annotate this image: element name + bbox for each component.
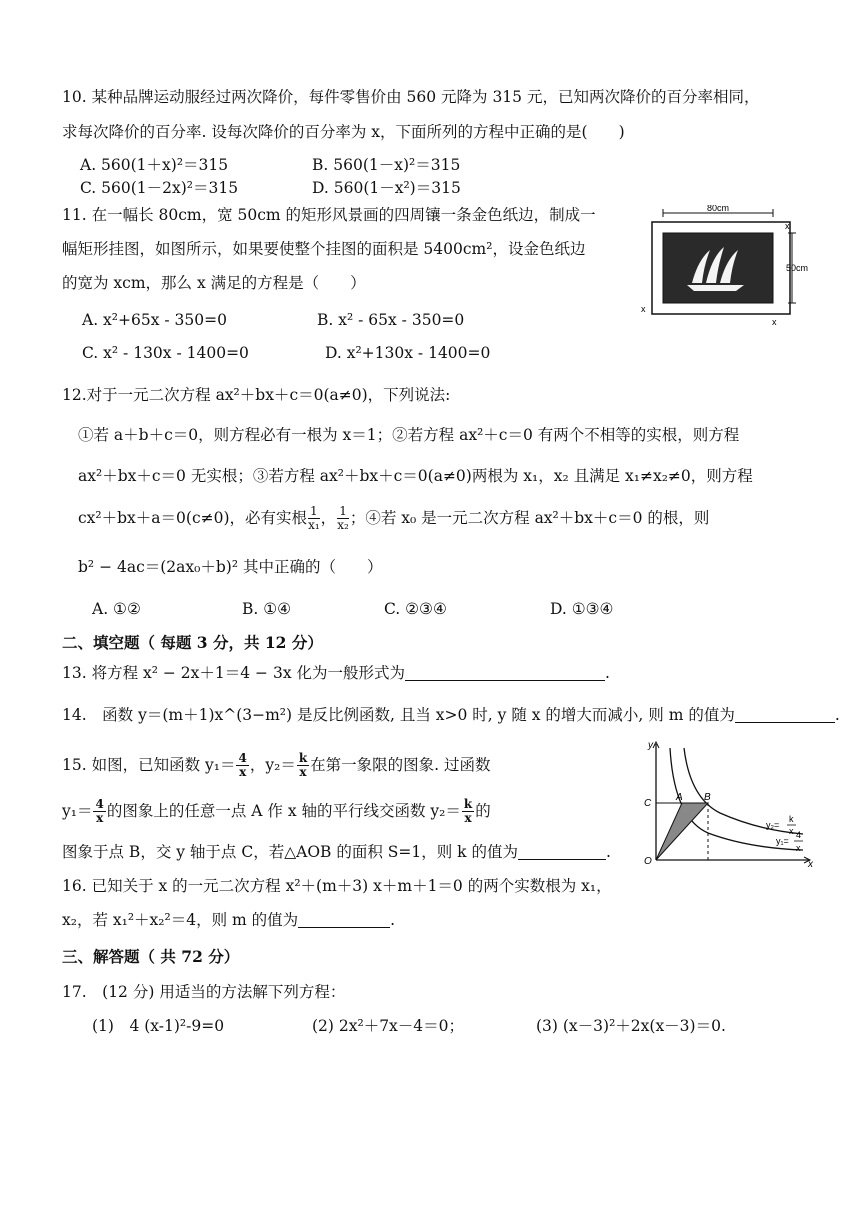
q15-line2 bbox=[62, 798, 491, 824]
axis-y-label: y bbox=[648, 740, 653, 751]
q12-s3-separator: ， bbox=[320, 508, 337, 527]
q16-line1: 16. 已知关于 x 的一元二次方程 x²＋(m＋3) x＋m＋1＝0 的两个实数根为 x₁， bbox=[62, 877, 612, 895]
q15-l2a: y₁＝ bbox=[62, 801, 93, 820]
point-c-label: C bbox=[644, 798, 652, 809]
q15-hyperbola-figure bbox=[638, 738, 816, 868]
q15-line3 bbox=[62, 843, 611, 862]
point-b-label: B bbox=[704, 792, 711, 803]
q12-option-a[interactable]: A. ①② bbox=[92, 600, 141, 618]
x-label-left: x bbox=[641, 304, 646, 314]
fraction-4-over-x-2: $\frac{4}{x}$ bbox=[95, 797, 104, 825]
q10-option-a[interactable]: A. 560(1＋x)²＝315 bbox=[80, 156, 229, 174]
y1-label: y₁= bbox=[776, 836, 789, 846]
width-label: 80cm bbox=[706, 205, 730, 213]
q12-option-d[interactable]: D. ①③④ bbox=[550, 600, 614, 618]
y1-num: 4 bbox=[796, 830, 802, 840]
q11-line3: 的宽为 xcm，那么 x 满足的方程是（ ） bbox=[62, 274, 366, 292]
height-label: 50cm bbox=[786, 263, 809, 273]
q11-option-b[interactable]: B. x² - 65x - 350=0 bbox=[317, 311, 465, 329]
q17-title: 17. (12 分) 用适当的方法解下列方程： bbox=[62, 983, 346, 1001]
q15-l2b: 的图象上的任意一点 A 作 x 轴的平行线交函数 y₂＝ bbox=[106, 801, 461, 820]
x-label-top: x bbox=[785, 221, 790, 231]
y2-num: k bbox=[789, 814, 794, 824]
q12-intro: 12.对于一元二次方程 ax²＋bx＋c＝0(a≠0)，下列说法: bbox=[62, 386, 451, 404]
q17-part-3: (3) (x－3)²＋2x(x－3)＝0. bbox=[536, 1017, 726, 1035]
q16-answer-blank[interactable] bbox=[298, 912, 390, 929]
q12-statement-2: ax²＋bx＋c＝0 无实根；③若方程 ax²＋bx＋c＝0(a≠0)两根为 x₁，x₂ 且满足 x₁≠x₂≠0，则方程 bbox=[78, 467, 753, 485]
y1-den: x bbox=[796, 843, 801, 853]
x-label-bottom: x bbox=[772, 317, 777, 327]
q10-option-d[interactable]: D. 560(1－x²)＝315 bbox=[312, 179, 461, 197]
point-a-label: A bbox=[676, 792, 683, 803]
fraction-k-over-x-2: $\frac{k}{x}$ bbox=[463, 797, 473, 825]
q16-l2: x₂，若 x₁²＋x₂²＝4，则 m 的值为 bbox=[62, 911, 299, 929]
section-2-heading: 二、填空题（ 每题 3 分，共 12 分） bbox=[62, 633, 323, 652]
q11-option-d[interactable]: D. x²+130x - 1400=0 bbox=[325, 344, 491, 362]
q15-l1a: 15. 如图，已知函数 y₁＝ bbox=[62, 755, 236, 774]
q15-l3: 图象于点 B，交 y 轴于点 C，若△AOB 的面积 S=1，则 k 的值为 bbox=[62, 843, 518, 861]
q10-line1: 10. 某种品牌运动服经过两次降价，每件零售价由 560 元降为 315 元，已知两次降价的百分率相同， bbox=[62, 88, 760, 106]
q13 bbox=[62, 664, 610, 683]
q13-answer-blank[interactable] bbox=[405, 665, 605, 682]
q15-l1b: ，y₂＝ bbox=[249, 755, 296, 774]
fraction-4-over-x: $\frac{4}{x}$ bbox=[238, 751, 247, 779]
q17-part-1: (1) 4 (x-1)²-9=0 bbox=[92, 1017, 225, 1035]
q11-line2: 幅矩形挂图，如图所示，如果要使整个挂图的面积是 5400cm²，设金色纸边 bbox=[62, 240, 586, 258]
q11-line1: 11. 在一幅长 80cm，宽 50cm 的矩形风景画的四周镶一条金色纸边，制成一 bbox=[62, 206, 596, 224]
q12-statement-3 bbox=[78, 505, 709, 531]
axis-x-label: x bbox=[808, 859, 813, 868]
q10-option-b[interactable]: B. 560(1－x)²＝315 bbox=[312, 156, 461, 174]
q16-line2 bbox=[62, 911, 395, 930]
q15-l1c: 在第一象限的图象. 过函数 bbox=[310, 755, 491, 774]
q17-part-2: (2) 2x²＋7x－4＝0； bbox=[312, 1017, 465, 1035]
q14 bbox=[62, 706, 840, 725]
y2-den: x bbox=[789, 826, 794, 836]
q15-l2c: 的 bbox=[475, 801, 491, 820]
q12-statement-1: ①若 a＋b＋c＝0，则方程必有一根为 x＝1；②若方程 ax²＋c＝0 有两个不相等的实根，则方程 bbox=[78, 426, 740, 444]
q15-line1 bbox=[62, 752, 491, 778]
q12-statement-4: b² − 4ac＝(2ax₀＋b)² 其中正确的（ ） bbox=[78, 558, 383, 576]
fraction-1-over-x2: $\frac{1}{\text{x₂}}$ bbox=[337, 504, 349, 532]
q11-frame-figure bbox=[632, 205, 812, 330]
section-3-heading: 三、解答题（ 共 72 分） bbox=[62, 947, 240, 966]
q14-end: . bbox=[834, 706, 840, 724]
q12-s3-text-a: cx²＋bx＋a＝0(c≠0)，必有实根 bbox=[78, 508, 308, 527]
q11-option-c[interactable]: C. x² - 130x - 1400=0 bbox=[82, 344, 249, 362]
q16-end: . bbox=[390, 911, 396, 929]
q14-text: 14. 函数 y＝(m＋1)x^(3−m²) 是反比例函数, 且当 x>0 时, y 随 x 的增大而减小, 则 m 的值为 bbox=[62, 706, 735, 724]
q13-text: 13. 将方程 x² − 2x＋1＝4 − 3x 化为一般形式为 bbox=[62, 664, 405, 682]
q15-end: . bbox=[606, 843, 611, 861]
q12-option-b[interactable]: B. ①④ bbox=[242, 600, 292, 618]
y2-label: y₂= bbox=[766, 820, 780, 830]
fraction-k-over-x: $\frac{k}{x}$ bbox=[298, 751, 308, 779]
q12-s3-text-b: ；④若 x₀ 是一元二次方程 ax²＋bx＋c＝0 的根，则 bbox=[349, 508, 710, 527]
q12-option-c[interactable]: C. ②③④ bbox=[384, 600, 447, 618]
q14-answer-blank[interactable] bbox=[735, 707, 835, 724]
q15-answer-blank[interactable] bbox=[518, 844, 606, 861]
q13-end: . bbox=[605, 664, 610, 682]
q10-line2: 求每次降价的百分率. 设每次降价的百分率为 x，下面所列的方程中正确的是( ) bbox=[62, 123, 625, 141]
fraction-1-over-x1: $\frac{1}{\text{x₁}}$ bbox=[308, 504, 320, 532]
q11-option-a[interactable]: A. x²+65x - 350=0 bbox=[82, 311, 227, 329]
q10-option-c[interactable]: C. 560(1－2x)²＝315 bbox=[80, 179, 239, 197]
origin-label: O bbox=[644, 856, 652, 867]
